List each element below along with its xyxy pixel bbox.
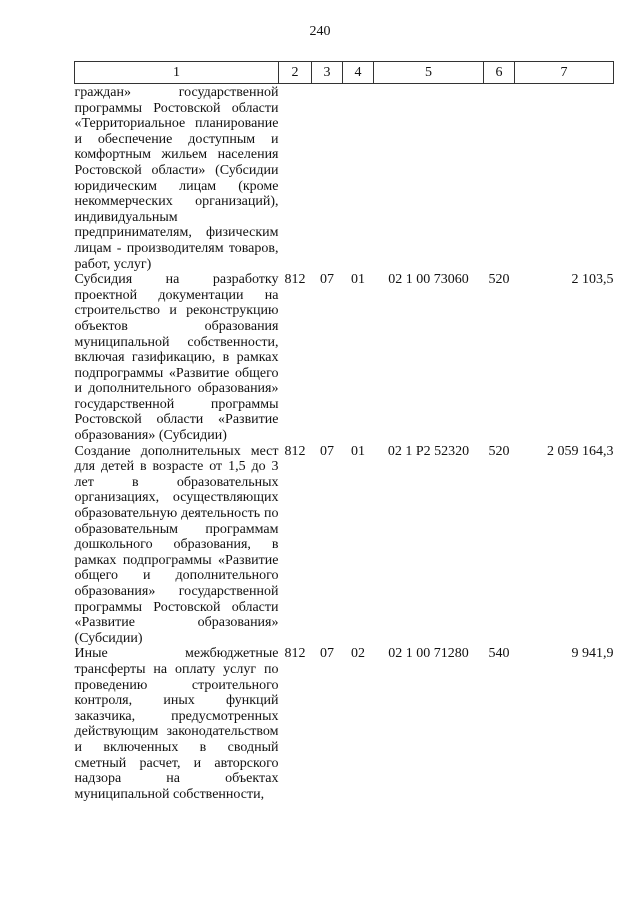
page-number: 240 [309, 24, 331, 39]
row-section-code: 07 [320, 272, 334, 288]
row-expense-type: 520 [488, 272, 510, 288]
column-header-7: 7 [515, 62, 614, 84]
row-target-article: 02 1 00 73060 [388, 272, 469, 288]
row-target-article: 02 1 00 71280 [388, 646, 469, 662]
row-expense-type: 540 [488, 646, 510, 662]
row-expense-type: 520 [488, 443, 510, 459]
column-header-1: 1 [75, 62, 279, 84]
row-amount [515, 84, 614, 273]
table-row [75, 84, 614, 273]
row-amount: 9 941,9 [571, 646, 614, 662]
row-target-article [374, 84, 484, 273]
row-ministry-code: 812 [284, 646, 306, 662]
column-header-6: 6 [484, 62, 515, 84]
column-header-5: 5 [374, 62, 484, 84]
column-header-3: 3 [312, 62, 343, 84]
row-description: граждан» государственной программы Ростовской области «Территориальное планирование и обеспечение доступным и комфортным жильем населения Ростовской области» (Субсидии юридическим лицам (кроме некоммерческих организаций), индивидуальным предпринимателям, физическим лицам - производителям товаров, работ, услуг) [74, 85, 279, 272]
table-row [75, 272, 614, 444]
row-expense-type [484, 84, 515, 273]
row-amount: 2 059 164,3 [547, 443, 614, 459]
column-header-2: 2 [279, 62, 312, 84]
table-row [75, 444, 614, 647]
row-ministry-code: 812 [284, 272, 306, 288]
column-header-4: 4 [343, 62, 374, 84]
table-row [75, 646, 614, 802]
row-subsection-code: 01 [351, 272, 365, 288]
row-subsection-code [343, 84, 374, 273]
row-section-code [312, 84, 343, 273]
row-subsection-code: 02 [351, 646, 365, 662]
row-ministry-code [279, 84, 312, 273]
header-row [75, 62, 614, 84]
row-section-code: 07 [320, 443, 334, 459]
row-amount: 2 103,5 [571, 272, 614, 288]
row-subsection-code: 01 [351, 443, 365, 459]
row-ministry-code: 812 [284, 443, 306, 459]
row-section-code: 07 [320, 646, 334, 662]
budget-table [74, 61, 614, 802]
row-description: Иные межбюджетные трансферты на оплату услуг по проведению строительного контроля, иных функций заказчика, предусмотренных действующим законодательством и включенных в сводный сметный расчет, и авторского надзора на объектах муниципальной собственности, [74, 646, 279, 802]
row-description: Субсидия на разработку проектной документации на строительство и реконструкцию объектов образования муниципальной собственности, включая газификацию, в рамках подпрограммы «Развитие общего и дополнительного образования» государственной программы Ростовской области «Развитие образования» (Субсидии) [74, 272, 279, 444]
row-description: Создание дополнительных мест для детей в возрасте от 1,5 до 3 лет в образовательных организациях, осуществляющих образовательную деятельность по образовательным программам дошкольного образования, в рамках подпрограммы «Развитие общего и дополнительного образования» государственной программы Ростовской области «Развитие образования» (Субсидии) [74, 443, 279, 646]
row-target-article: 02 1 P2 52320 [387, 443, 470, 459]
